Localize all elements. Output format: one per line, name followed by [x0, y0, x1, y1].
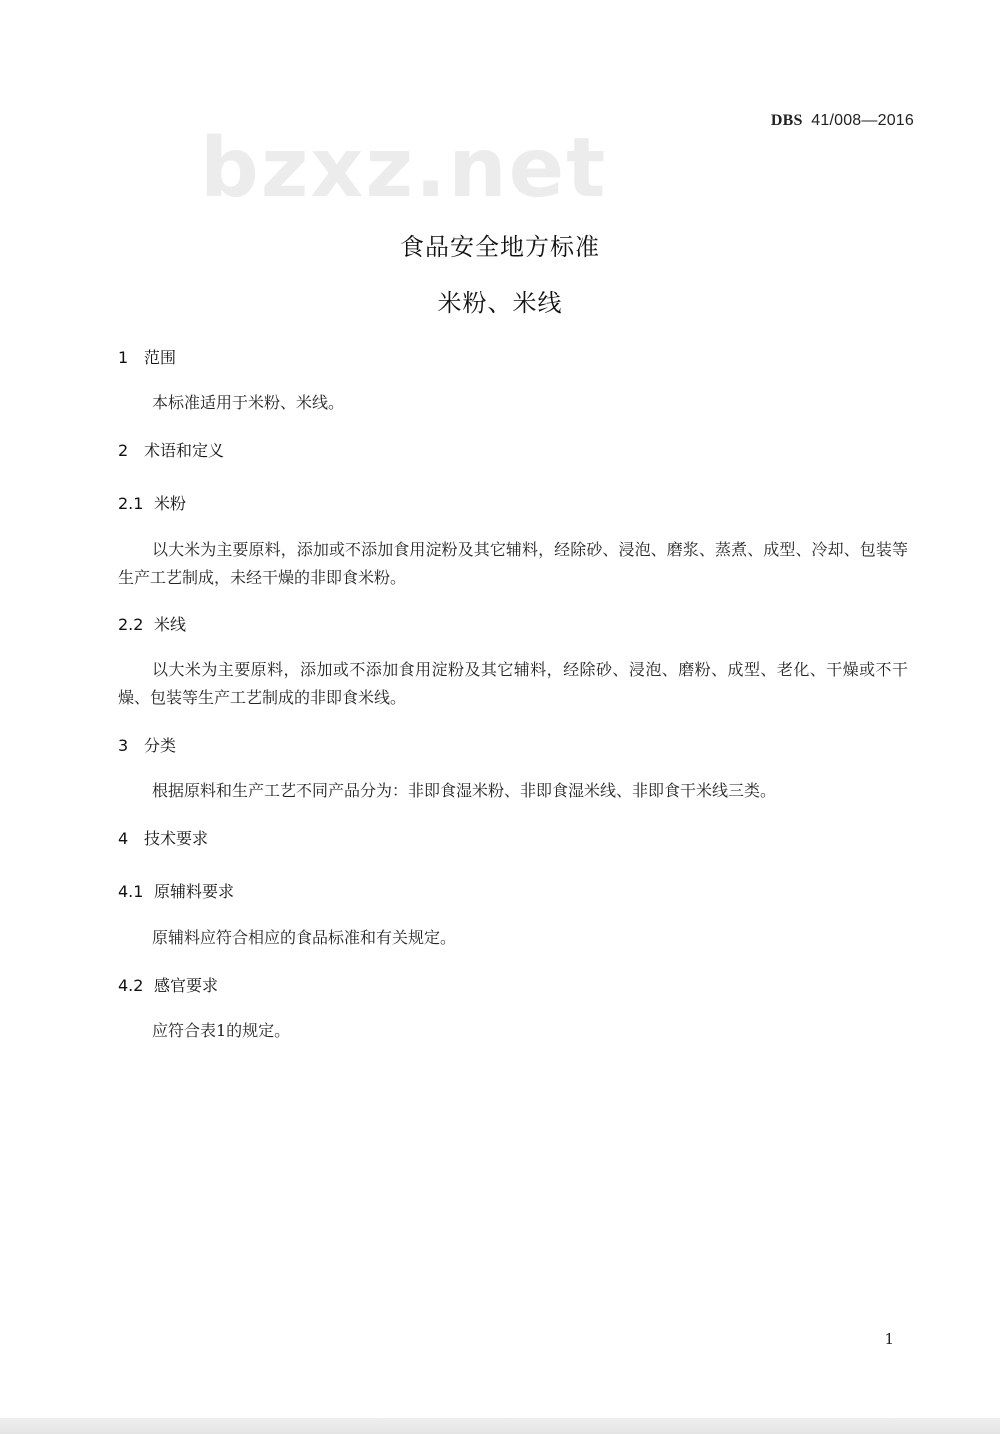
section-number: 4.1	[118, 882, 144, 901]
section-heading-4-2	[118, 973, 218, 996]
standard-code-number: 41/008—2016	[811, 112, 914, 129]
section-paragraph-3: 根据原料和生产工艺不同产品分为：非即食湿米粉、非即食湿米线、非即食干米线三类。	[152, 781, 777, 800]
section-paragraph-1: 本标准适用于米粉、米线。	[152, 393, 345, 412]
section-title: 技术要求	[144, 829, 209, 848]
section-heading-1	[118, 345, 176, 368]
section-title: 范围	[144, 348, 177, 367]
section-title: 米粉	[154, 494, 187, 513]
watermark: bzxz.net	[200, 121, 608, 216]
section-title: 分类	[144, 736, 177, 755]
section-number: 2	[118, 441, 129, 460]
section-title: 感官要求	[154, 976, 219, 995]
section-title: 原辅料要求	[154, 882, 235, 901]
section-heading-4-1	[118, 879, 234, 902]
section-paragraph-2-1: 以大米为主要原料，添加或不添加食用淀粉及其它辅料，经除砂、浸泡、磨浆、蒸煮、成型、冷却、包装等生产工艺制成，未经干燥的非即食米粉。	[118, 540, 908, 587]
standard-code	[771, 112, 914, 130]
section-number: 4.2	[118, 976, 144, 995]
section-heading-4	[118, 826, 208, 849]
section-number: 3	[118, 736, 129, 755]
section-paragraph-2-2: 以大米为主要原料，添加或不添加食用淀粉及其它辅料，经除砂、浸泡、磨粉、成型、老化、干燥或不干燥、包装等生产工艺制成的非即食米线。	[118, 660, 908, 707]
section-title: 米线	[154, 615, 187, 634]
viewer-bottom-edge	[0, 1418, 1000, 1434]
standard-code-prefix: DBS	[770, 112, 803, 129]
document-subtitle: 米粉、米线	[437, 289, 563, 317]
section-heading-2-1	[118, 491, 186, 514]
section-number: 1	[118, 348, 129, 367]
section-heading-2-2	[118, 612, 186, 635]
section-title: 术语和定义	[144, 441, 225, 460]
section-paragraph-4-2: 应符合表1的规定。	[152, 1021, 291, 1040]
section-paragraph-4-1: 原辅料应符合相应的食品标准和有关规定。	[152, 928, 457, 947]
section-heading-3	[118, 733, 176, 756]
page-number: 1	[884, 1330, 894, 1348]
document-title: 食品安全地方标准	[400, 233, 600, 261]
section-number: 2.2	[118, 615, 144, 634]
section-number: 4	[118, 829, 129, 848]
section-heading-2	[118, 438, 224, 461]
section-number: 2.1	[118, 494, 144, 513]
